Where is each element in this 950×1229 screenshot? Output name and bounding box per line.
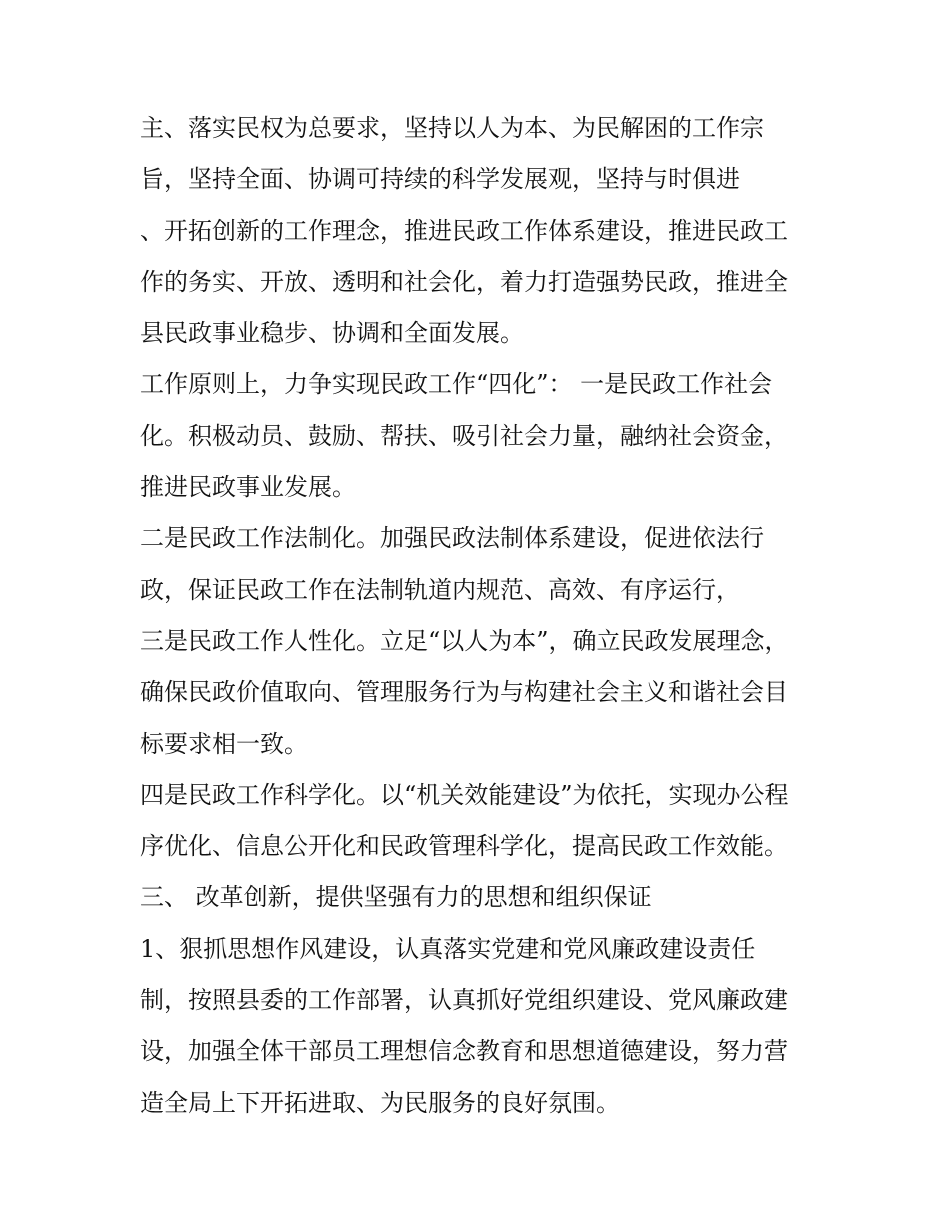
text-line: 标要求相一致。 [140, 729, 308, 758]
text-line: 化。积极动员、鼓励、帮扶、吸引社会力量，融纳社会资金， [140, 421, 788, 450]
text-line: 二是民政工作法制化。加强民政法制体系建设，促进依法行 [140, 524, 764, 553]
text-line: 作的务实、开放、透明和社会化，着力打造强势民政，推进全 [140, 267, 788, 296]
text-line: 1、狠抓思想作风建设，认真落实党建和党风廉政建设责任 [140, 934, 756, 963]
text-line: 旨，坚持全面、协调可持续的科学发展观，坚持与时俱进 [140, 165, 740, 194]
text-line: 工作原则上，力争实现民政工作“四化”： 一是民政工作社会 [140, 370, 773, 399]
document-body [140, 103, 820, 1129]
text-line: 推进民政事业发展。 [140, 473, 356, 502]
text-line: 、开拓创新的工作理念，推进民政工作体系建设，推进民政工 [140, 216, 788, 245]
text-line: 序优化、信息公开化和民政管理科学化，提高民政工作效能。 [140, 832, 788, 861]
text-line: 县民政事业稳步、协调和全面发展。 [140, 319, 524, 348]
text-line: 四是民政工作科学化。以“机关效能建设”为依托，实现办公程 [140, 780, 789, 809]
text-line: 主、落实民权为总要求，坚持以人为本、为民解困的工作宗 [140, 114, 764, 142]
text-line: 造全局上下开拓进取、为民服务的良好氛围。 [140, 1088, 620, 1117]
text-line: 确保民政价值取向、管理服务行为与构建社会主义和谐社会目 [140, 678, 788, 707]
text-line: 设，加强全体干部员工理想信念教育和思想道德建设，努力营 [140, 1037, 788, 1066]
section-heading: 三、 改革创新，提供坚强有力的思想和组织保证 [140, 883, 652, 912]
text-line: 政，保证民政工作在法制轨道内规范、高效、有序运行， [140, 575, 740, 604]
text-line: 制，按照县委的工作部署，认真抓好党组织建设、党风廉政建 [140, 986, 788, 1015]
text-line: 三是民政工作人性化。立足“以人为本”，确立民政发展理念， [140, 626, 789, 655]
